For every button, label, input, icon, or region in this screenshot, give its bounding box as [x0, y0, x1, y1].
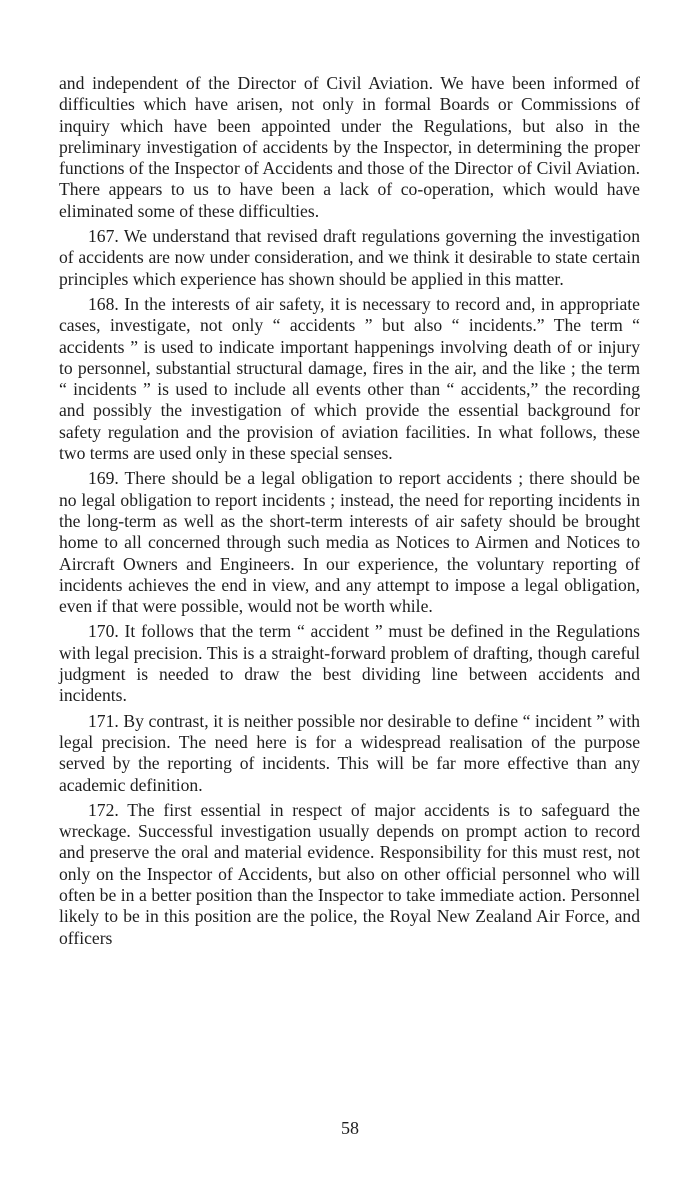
paragraph-168: 168. In the interests of air safety, it is necessary to record and, in appropriate cases, investigate, not only “ accidents ” but also “ incidents.” The term “ accidents ” is used to indicate important happenings involving death of or injury to personnel, substantial structural damage, fires in the air, and the like ; the term “ incidents ” is used to include all events other than “ accidents,” the recording and possibly the investigation of which provide the essential background for safety regulation and the provision of aviation facilities. In what follows, these two terms are used only in these special senses.: [59, 293, 640, 464]
paragraph-172: 172. The first essential in respect of major accidents is to safeguard the wreckage. Successful investigation usually depends on prompt action to record and preserve the oral and material evidence. Responsibility for this must rest, not only on the Inspector of Accidents, but also on other official personnel who will often be in a better position than the Inspector to take immediate action. Personnel likely to be in this position are the police, the Royal New Zealand Air Force, and officers: [59, 799, 640, 948]
paragraph-167: 167. We understand that revised draft regulations governing the investigation of accidents are now under consideration, and we think it desirable to state certain principles which experience has shown should be applied in this matter.: [59, 226, 640, 289]
paragraph-170: 170. It follows that the term “ accident ” must be defined in the Regulations with legal precision. This is a straight-forward problem of drafting, though careful judgment is needed to draw the best dividing line between accidents and incidents.: [59, 621, 640, 706]
paragraph-continuation: and independent of the Director of Civil Aviation. We have been informed of difficulties which have arisen, not only in formal Boards or Commissions of inquiry which have been appointed under the Regulations, but also in the preliminary investigation of accidents by the Inspector, in determining the proper functions of the Inspector of Accidents and those of the Director of Civil Aviation. There appears to us to have been a lack of co-operation, which would have eliminated some of these difficulties.: [59, 73, 640, 221]
document-page: [59, 73, 640, 949]
paragraph-169: 169. There should be a legal obligation to report accidents ; there should be no legal obligation to report incidents ; instead, the need for reporting incidents in the long-term as well as the short-term interests of air safety should be brought home to all concerned through such media as Notices to Airmen and Notices to Aircraft Owners and Engineers. In our experience, the voluntary reporting of incidents achieves the end in view, and any attempt to impose a legal obligation, even if that were possible, would not be worth while.: [59, 468, 640, 617]
page-number: 58: [341, 1118, 359, 1138]
paragraph-171: 171. By contrast, it is neither possible nor desirable to define “ incident ” with legal precision. The need here is for a widespread realisation of the purpose served by the reporting of incidents. This will be far more effective than any academic definition.: [59, 710, 640, 795]
